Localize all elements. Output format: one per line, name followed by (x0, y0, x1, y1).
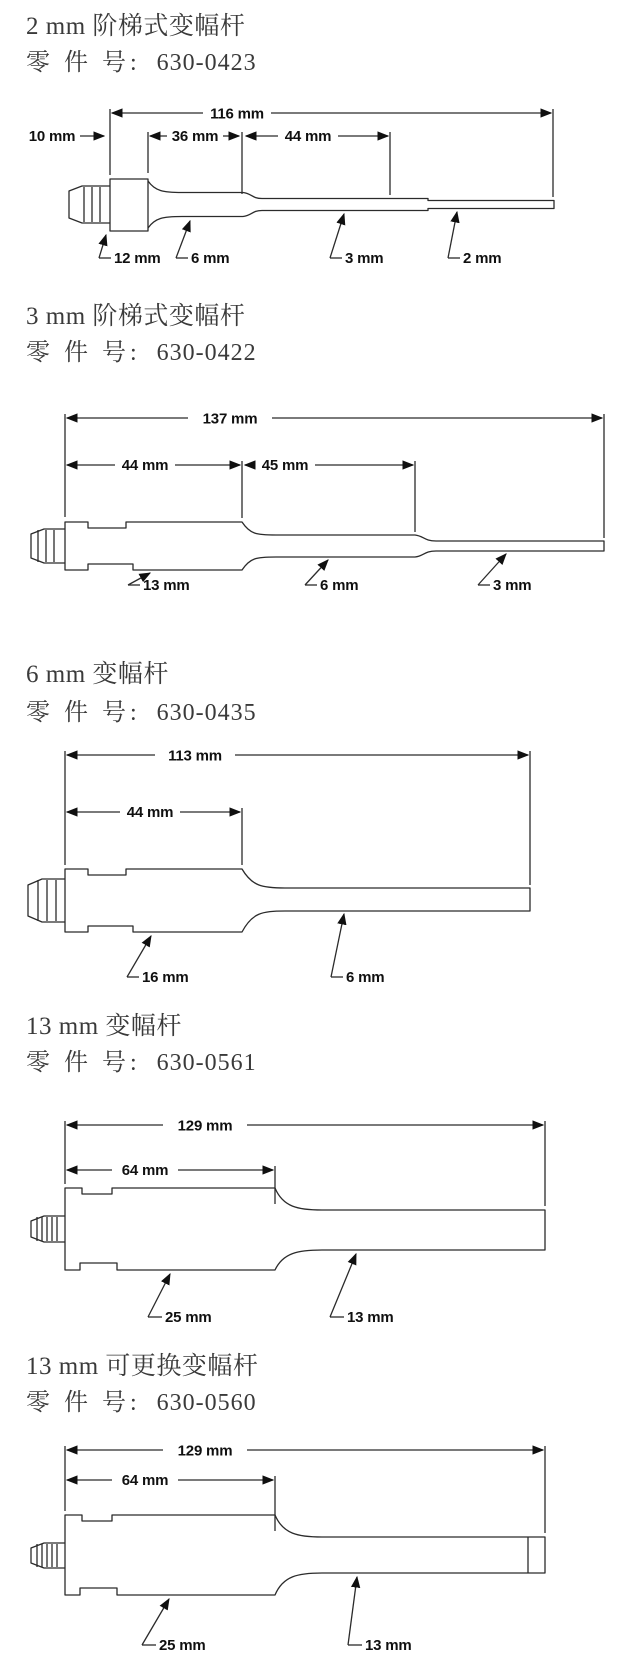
horn-outline (65, 869, 530, 932)
part-number-label: 零 件 号: (26, 1390, 141, 1416)
threaded-stud-outline (31, 1216, 65, 1242)
part-number-value: 630-0423 (156, 50, 257, 76)
diagram-13mm-replaceable-horn (0, 1410, 621, 1675)
part-number-value: 630-0561 (156, 1050, 257, 1076)
dim-overall-length: 113 mm (168, 747, 222, 765)
part-number-value: 630-0560 (156, 1390, 257, 1416)
dia-label: 6 mm (320, 577, 359, 594)
threaded-stud-outline (69, 186, 110, 223)
stud-thread-lines (84, 187, 100, 222)
part-number-label: 零 件 号: (26, 1050, 141, 1076)
horn-outline (65, 1515, 545, 1595)
diagram-3mm-stepped-horn (0, 362, 621, 614)
leader-arrow (348, 1577, 357, 1645)
dim-overall-length: 129 mm (177, 1442, 233, 1460)
part-number-label: 零 件 号: (26, 700, 141, 726)
leader-arrow (330, 214, 344, 258)
section2-title: 3 mm 阶梯式变幅杆 (26, 303, 246, 330)
horn-outline (148, 181, 554, 228)
dia-label: 25 mm (165, 1309, 212, 1326)
section1-part-line (26, 42, 257, 77)
stud-thread-lines (37, 1217, 57, 1241)
dim-segment: 44 mm (126, 804, 174, 821)
section3-title: 6 mm 变幅杆 (26, 661, 169, 688)
dim-segment: 36 mm (171, 128, 219, 145)
dia-label: 3 mm (493, 577, 532, 594)
dia-label: 6 mm (191, 250, 230, 263)
section4-title: 13 mm 变幅杆 (26, 1013, 182, 1040)
dia-label: 13 mm (347, 1309, 394, 1326)
part-number-label: 零 件 号: (26, 340, 141, 366)
leader-arrow (448, 212, 457, 258)
diagram-6mm-horn (0, 700, 621, 1000)
section4-part-line (26, 1042, 257, 1077)
dim-overall-length: 137 mm (202, 410, 258, 428)
leader-arrow (176, 221, 190, 258)
dia-label: 13 mm (365, 1637, 412, 1654)
dia-label: 2 mm (463, 250, 502, 263)
section1-title: 2 mm 阶梯式变幅杆 (26, 13, 246, 40)
horn-outline (65, 1188, 545, 1270)
diagram-13mm-horn (0, 1080, 621, 1370)
leader-arrow (99, 235, 106, 258)
leader-arrow (330, 1254, 356, 1317)
stud-thread-lines (38, 530, 54, 562)
dim-segment: 44 mm (121, 457, 169, 474)
dia-label: 6 mm (346, 969, 385, 986)
threaded-stud-outline (31, 529, 65, 563)
diagram-2mm-stepped-horn (0, 85, 621, 263)
part-number-label: 零 件 号: (26, 50, 141, 76)
threaded-stud-outline (31, 1543, 65, 1568)
dia-label: 13 mm (143, 577, 190, 594)
dia-label: 12 mm (114, 250, 161, 263)
dim-segment: 44 mm (284, 128, 332, 145)
part-number-value: 630-0422 (156, 340, 257, 366)
dim-segment: 45 mm (261, 457, 309, 474)
dia-label: 25 mm (159, 1637, 206, 1654)
leader-arrow (331, 914, 344, 977)
dim-overall-length: 129 mm (177, 1117, 233, 1135)
dia-label: 16 mm (142, 969, 189, 986)
stud-thread-lines (37, 1544, 57, 1567)
dia-label: 3 mm (345, 250, 384, 263)
horn-outline (65, 522, 604, 570)
dim-segment: 10 mm (28, 128, 76, 145)
part-number-value: 630-0435 (156, 700, 257, 726)
dim-segment: 64 mm (121, 1162, 169, 1179)
stud-thread-lines (38, 880, 56, 921)
horn-body-block (110, 179, 148, 231)
dim-overall-length: 116 mm (210, 105, 264, 123)
dim-segment: 64 mm (121, 1472, 169, 1489)
section5-title: 13 mm 可更换变幅杆 (26, 1353, 259, 1380)
